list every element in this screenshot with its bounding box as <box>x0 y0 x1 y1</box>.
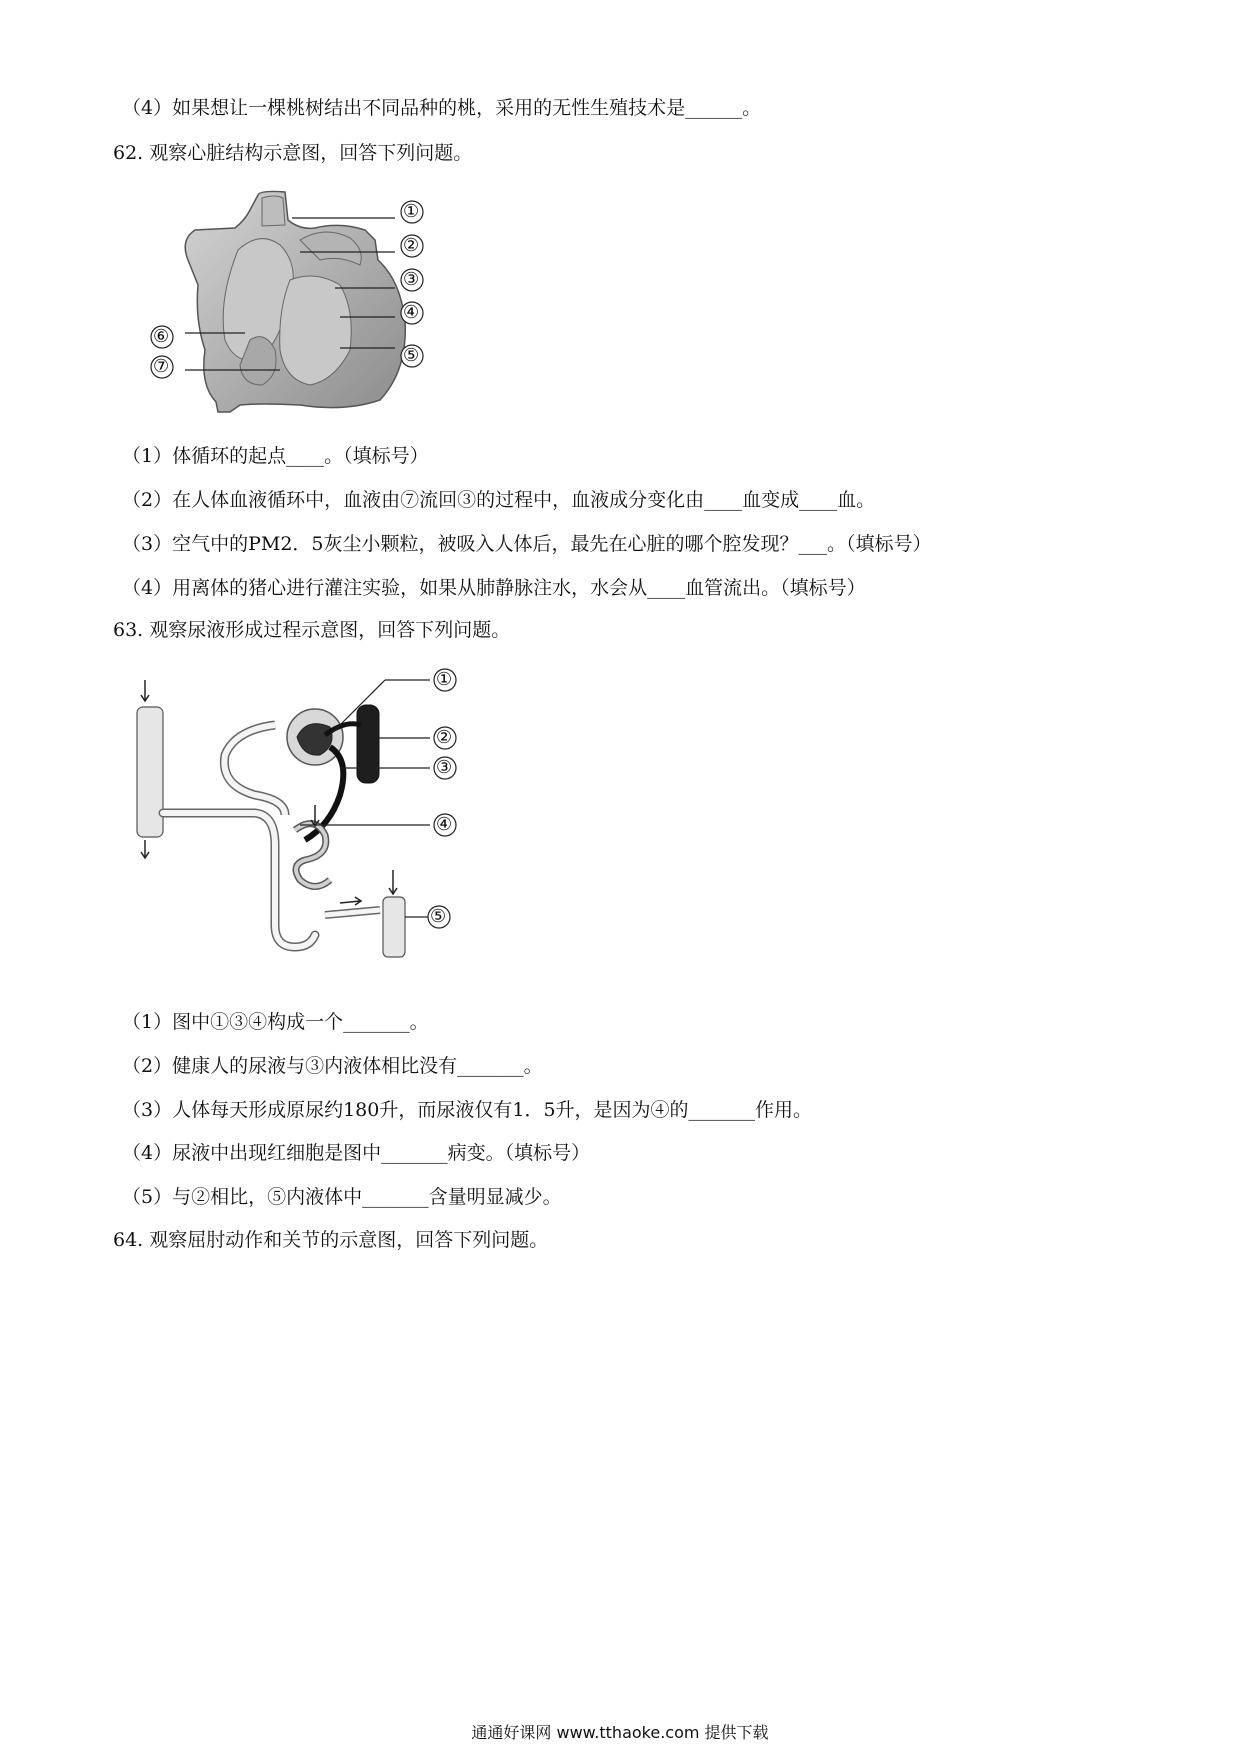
nephron-label-5: ⑤ <box>430 906 447 927</box>
q62-sub3: （3）空气中的PM2．5灰尘小颗粒，被吸入人体后，最先在心脏的哪个腔发现？___。（填标号） <box>122 533 932 555</box>
q63-sub2: （2）健康人的尿液与③内液体相比没有_______。 <box>122 1055 543 1077</box>
q62-sub4: （4）用离体的猪心进行灌注实验，如果从肺静脉注水，水会从____血管流出。（填标号） <box>122 577 866 599</box>
nephron-label-3: ③ <box>436 757 453 778</box>
q63-sub5: （5）与②相比，⑤内液体中_______含量明显减少。 <box>122 1186 562 1208</box>
heart-label-7: ⑦ <box>153 356 170 377</box>
q63-sub3: （3）人体每天形成原尿约180升，而尿液仅有1．5升，是因为④的_______作用。 <box>122 1099 813 1121</box>
nephron-illustration <box>137 680 405 957</box>
nephron-label-2: ② <box>436 727 453 748</box>
q64-title: 64. 观察屈肘动作和关节的示意图，回答下列问题。 <box>113 1229 549 1251</box>
heart-label-2: ② <box>403 235 420 256</box>
q63-sub4: （4）尿液中出现红细胞是图中_______病变。（填标号） <box>122 1142 591 1164</box>
heart-illustration <box>185 191 405 412</box>
q62-title: 62. 观察心脏结构示意图，回答下列问题。 <box>113 142 473 164</box>
footer: 通通好课网 www.tthaoke.com 提供下载 <box>471 1723 769 1742</box>
heart-label-1: ① <box>403 201 420 222</box>
heart-label-4: ④ <box>403 302 420 323</box>
heart-label-5: ⑤ <box>403 345 420 366</box>
q63-title: 63. 观察尿液形成过程示意图，回答下列问题。 <box>113 619 511 641</box>
nephron-diagram <box>125 665 465 965</box>
heart-label-6: ⑥ <box>153 326 170 347</box>
q63-sub1: （1）图中①③④构成一个_______。 <box>122 1011 429 1033</box>
q62-sub2: （2）在人体血液循环中，血液由⑦流回③的过程中，血液成分变化由____血变成____血。 <box>122 489 876 511</box>
heart-label-3: ③ <box>403 269 420 290</box>
q62-sub1: （1）体循环的起点____。（填标号） <box>122 445 429 467</box>
q61-sub4: （4）如果想让一棵桃树结出不同品种的桃，采用的无性生殖技术是______。 <box>122 97 762 119</box>
nephron-label-4: ④ <box>436 814 453 835</box>
nephron-label-1: ① <box>436 669 453 690</box>
